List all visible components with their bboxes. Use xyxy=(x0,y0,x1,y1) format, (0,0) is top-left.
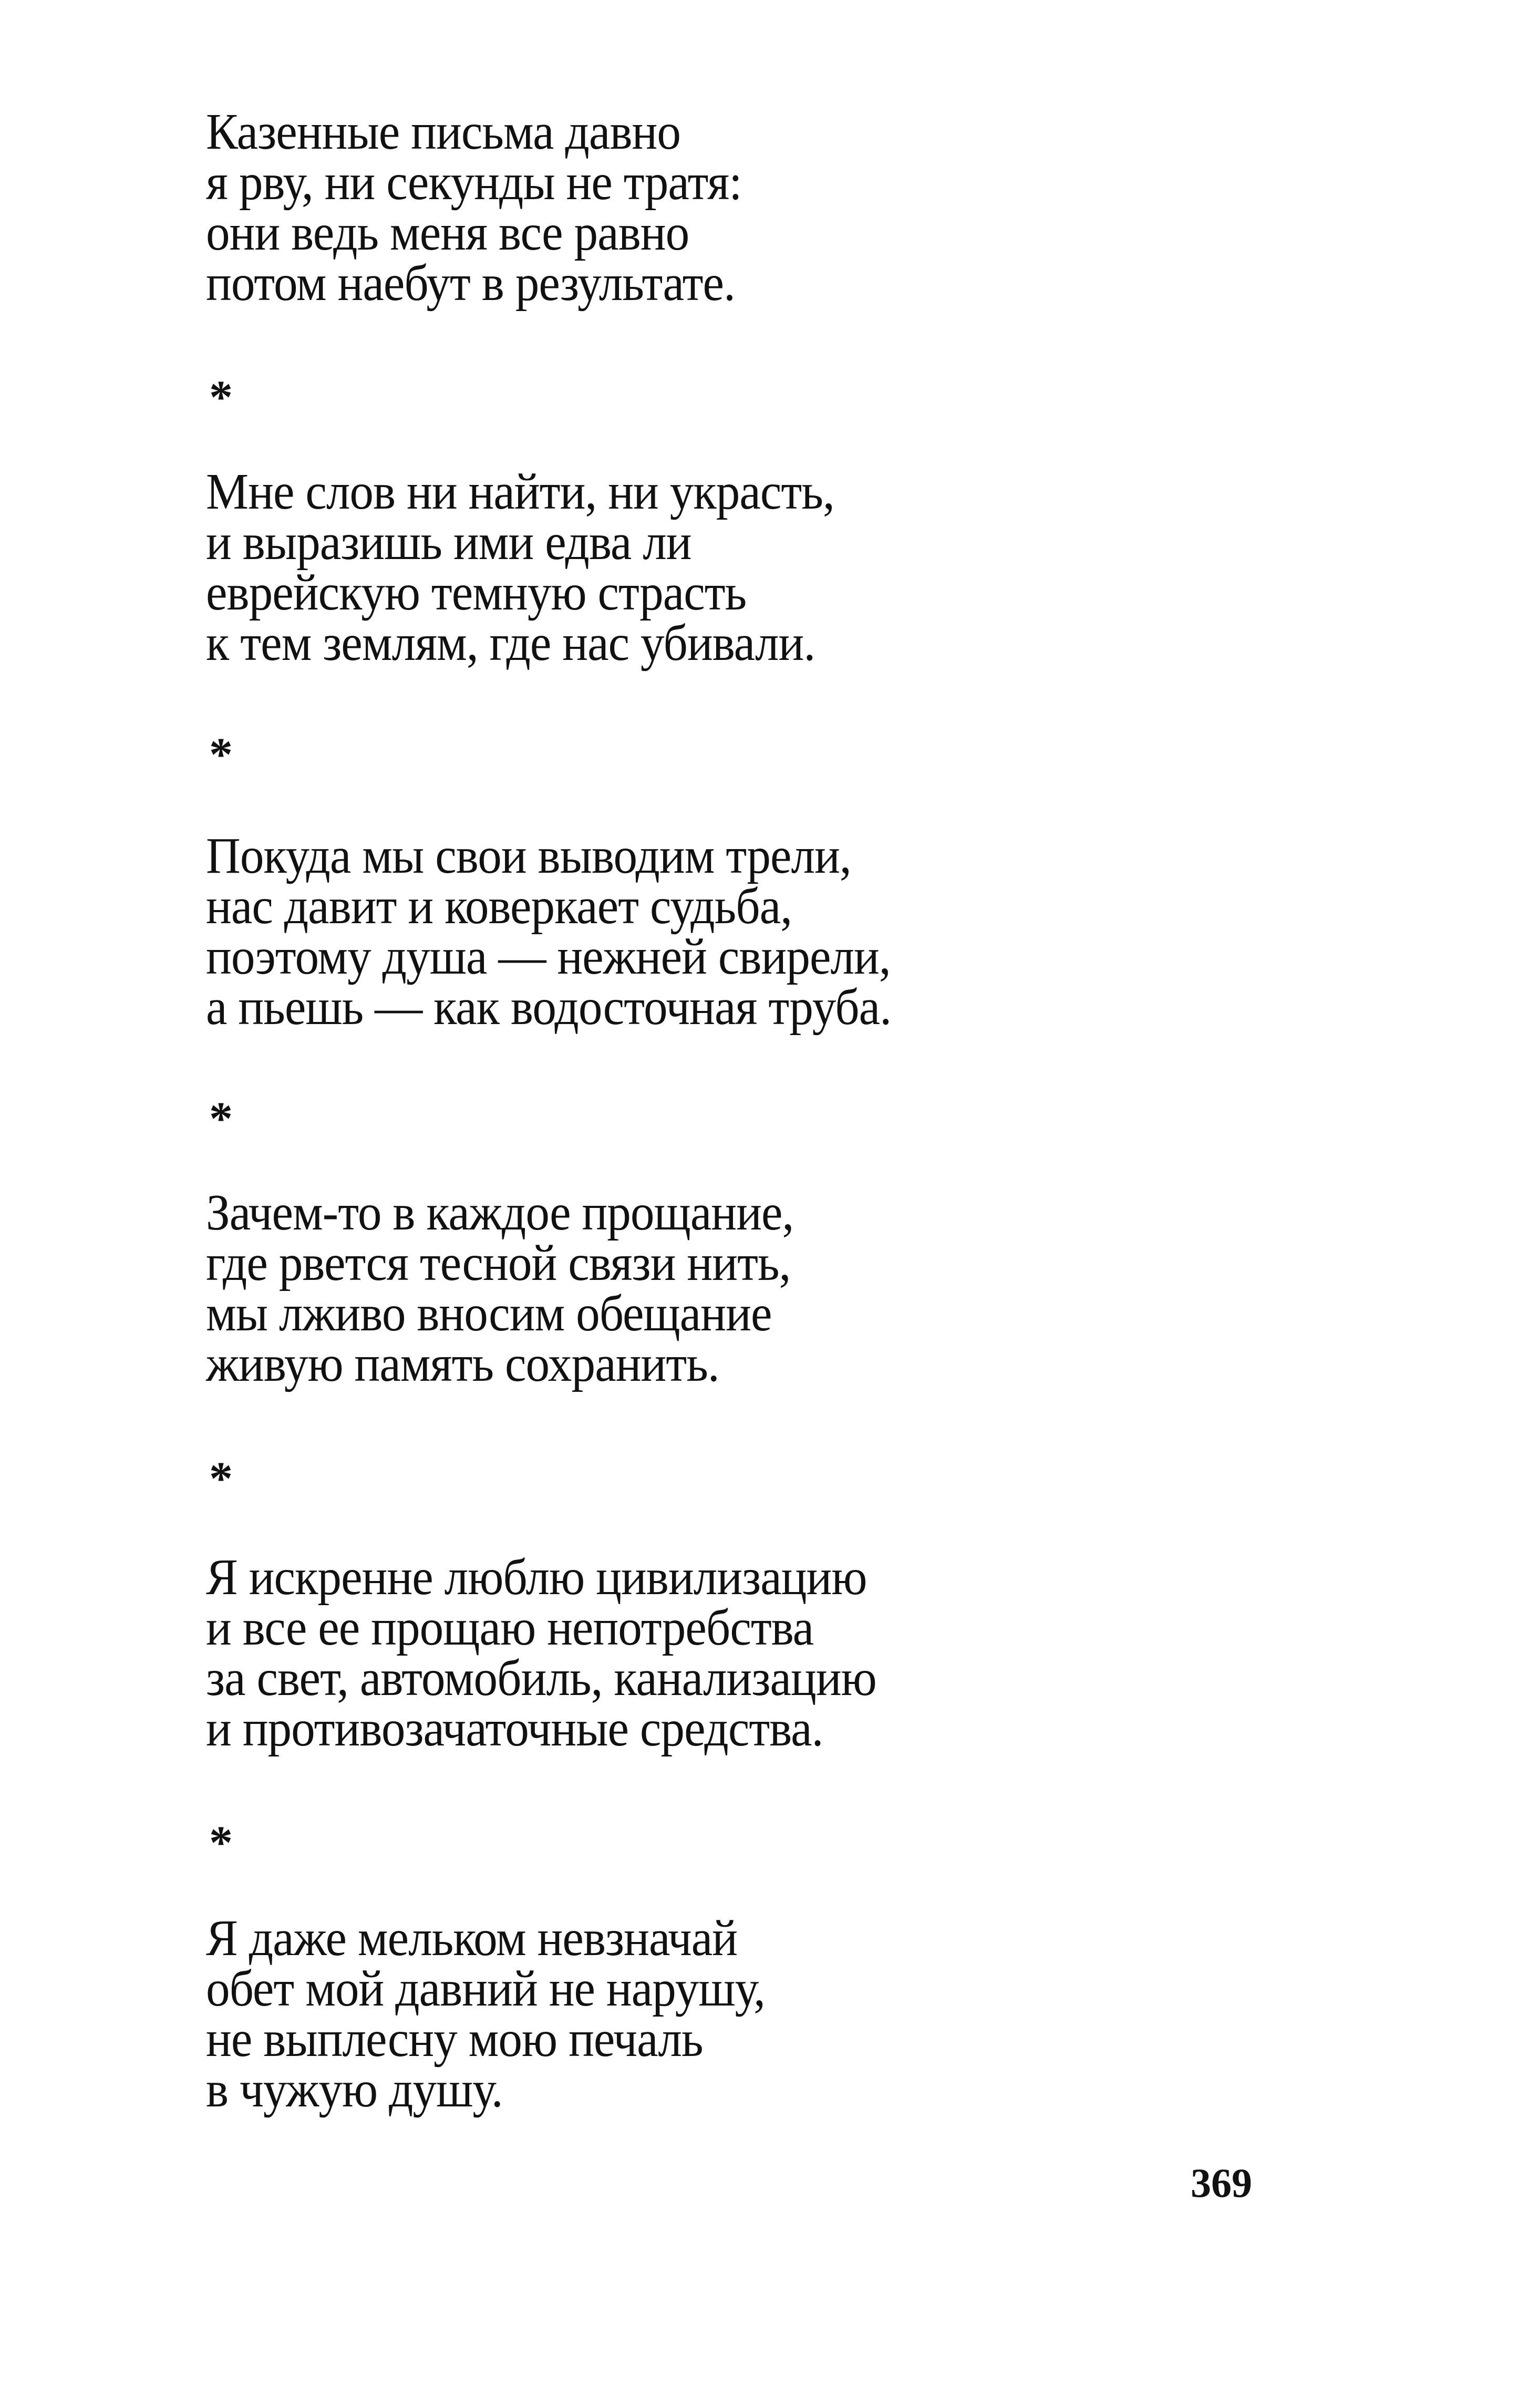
stanza-separator: * xyxy=(209,1817,233,1869)
verse-line: я рву, ни секунды не тратя: xyxy=(206,154,742,211)
verse-line: а пьешь — как водосточная труба. xyxy=(206,979,892,1036)
stanza-2 xyxy=(206,463,882,671)
stanza-separator: * xyxy=(209,1093,233,1145)
verse-line: обет мой давний не нарушу, xyxy=(206,1960,765,2017)
verse-line: они ведь меня все равно xyxy=(206,204,689,261)
verse-line: Я даже мельком невзначай xyxy=(206,1910,738,1967)
stanza-1 xyxy=(206,104,782,312)
stanza-separator: * xyxy=(209,1453,233,1505)
verse-line: живую память сохранить. xyxy=(206,1336,719,1392)
verse-line: к тем землям, где нас убивали. xyxy=(206,615,815,671)
verse-line: за свет, автомобиль, канализацию xyxy=(206,1650,876,1707)
verse-line: и выразишь ими едва ли xyxy=(206,514,691,571)
stanza-4 xyxy=(206,1184,838,1392)
verse-line: и противозачаточные средства. xyxy=(206,1700,823,1757)
stanza-3 xyxy=(206,828,943,1036)
verse-line: и все ее прощаю непотребства xyxy=(206,1599,814,1656)
stanza-5 xyxy=(206,1549,927,1757)
verse-line: потом наебут в результате. xyxy=(206,255,735,312)
verse-line: где рвется тесной связи нить, xyxy=(206,1235,791,1291)
stanza-separator: * xyxy=(209,729,233,781)
verse-line: мы лживо вносим обещание xyxy=(206,1285,772,1342)
verse-line: Покуда мы свои выводим трели, xyxy=(206,828,851,884)
stanza-6 xyxy=(206,1910,807,2118)
stanza-separator: * xyxy=(209,371,233,423)
verse-line: в чужую душу. xyxy=(206,2061,503,2118)
verse-line: Зачем-то в каждое прощание, xyxy=(206,1184,794,1241)
page-number: 369 xyxy=(1191,2160,1252,2206)
verse-line: Казенные письма давно xyxy=(206,104,681,160)
verse-line: не выплесну мою печаль xyxy=(206,2011,703,2068)
verse-line: поэтому душа — нежней свирели, xyxy=(206,928,891,985)
verse-line: еврейскую темную страсть xyxy=(206,564,747,621)
verse-line: нас давит и коверкает судьба, xyxy=(206,878,792,935)
verse-line: Я искренне люблю цивилизацию xyxy=(206,1549,867,1606)
verse-line: Мне слов ни найти, ни украсть, xyxy=(206,463,834,520)
